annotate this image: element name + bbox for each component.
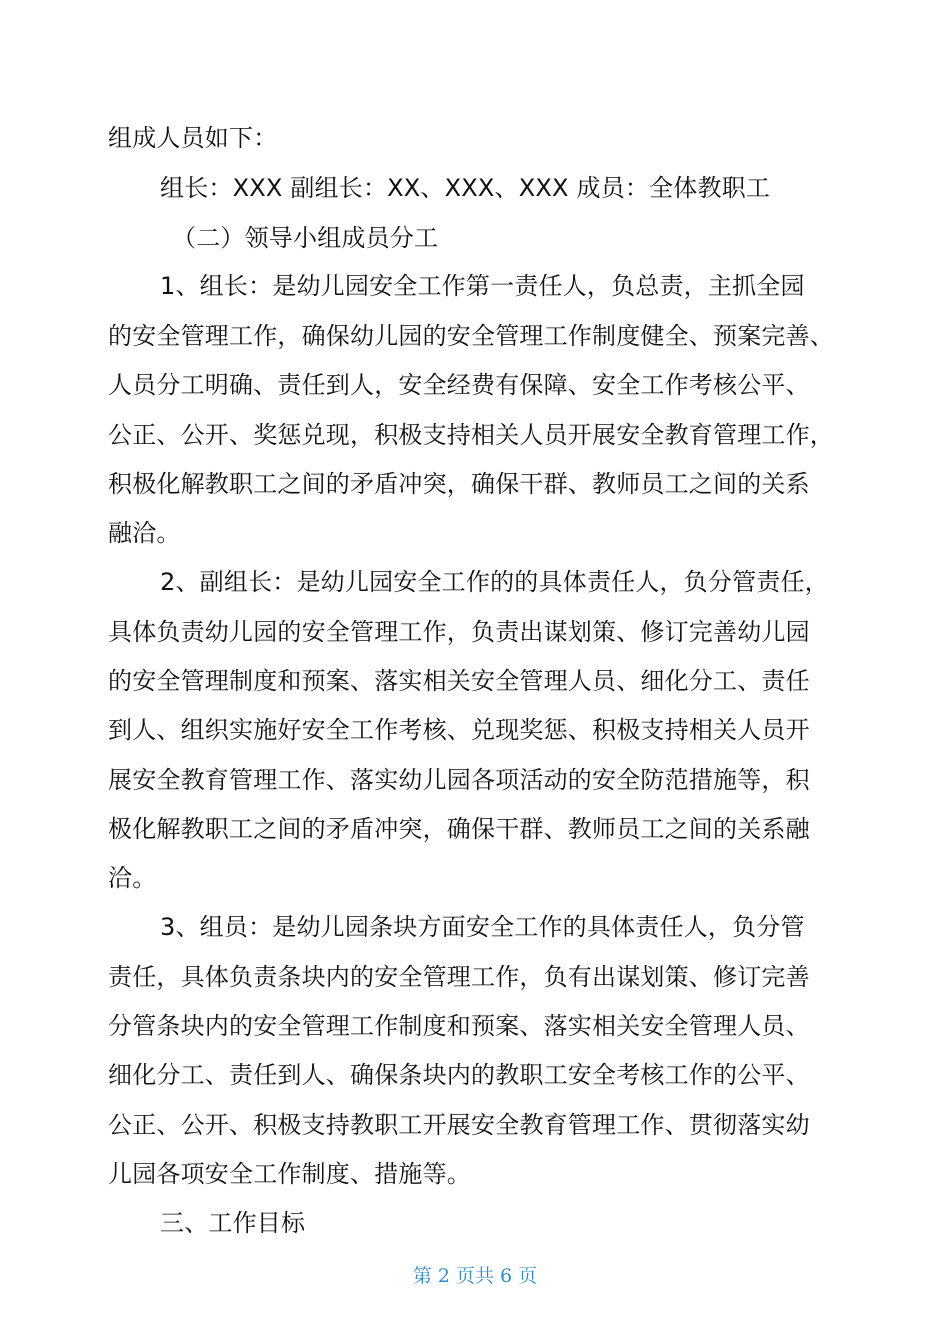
item3-line-3: 分管条块内的安全管理工作制度和预案、落实相关安全管理人员、 [108, 1012, 810, 1040]
item1-line-2: 的安全管理工作，确保幼儿园的安全管理工作制度健全、预案完善、 [108, 322, 834, 350]
page-number-footer: 第 2 页共 6 页 [412, 1265, 538, 1287]
item2-line-6: 极化解教职工之间的矛盾冲突，确保干群、教师员工之间的关系融 [108, 815, 810, 843]
intro-line: 组成人员如下： [108, 124, 278, 152]
item3-line-2: 责任，具体负责条块内的安全管理工作，负有出谋划策、修订完善 [108, 963, 810, 991]
item2-line-1: 2、副组长：是幼儿园安全工作的的具体责任人，负分管责任， [160, 568, 829, 596]
item2-line-2: 具体负责幼儿园的安全管理工作，负责出谋划策、修订完善幼儿园 [108, 618, 810, 646]
group-members-line: 组长：XXX 副组长：XX、XXX、XXX 成员：全体教职工 [160, 174, 771, 202]
subsection-title: （二）领导小组成员分工 [172, 224, 439, 252]
item2-line-5: 展安全教育管理工作、落实幼儿园各项活动的安全防范措施等，积 [108, 766, 810, 794]
item1-line-3: 人员分工明确、责任到人，安全经费有保障、安全工作考核公平、 [108, 371, 810, 399]
item3-line-6: 儿园各项安全工作制度、措施等。 [108, 1160, 471, 1188]
item3-line-5: 公正、公开、积极支持教职工开展安全教育管理工作、贯彻落实幼 [108, 1111, 810, 1139]
item3-line-1: 3、组员：是幼儿园条块方面安全工作的具体责任人，负分管 [160, 913, 805, 941]
item1-line-4: 公正、公开、奖惩兑现，积极支持相关人员开展安全教育管理工作， [108, 421, 834, 449]
item3-line-4: 细化分工、责任到人、确保条块内的教职工安全考核工作的公平、 [108, 1061, 810, 1089]
item1-line-5: 积极化解教职工之间的矛盾冲突，确保干群、教师员工之间的关系 [108, 470, 810, 498]
section-title: 三、工作目标 [160, 1209, 306, 1237]
item2-line-3: 的安全管理制度和预案、落实相关安全管理人员、细化分工、责任 [108, 667, 810, 695]
item1-line-1: 1、组长：是幼儿园安全工作第一责任人，负总责，主抓全园 [160, 272, 805, 300]
item1-line-6: 融洽。 [108, 519, 181, 547]
item2-line-7: 洽。 [108, 864, 157, 892]
item2-line-4: 到人、组织实施好安全工作考核、兑现奖惩、积极支持相关人员开 [108, 716, 810, 744]
